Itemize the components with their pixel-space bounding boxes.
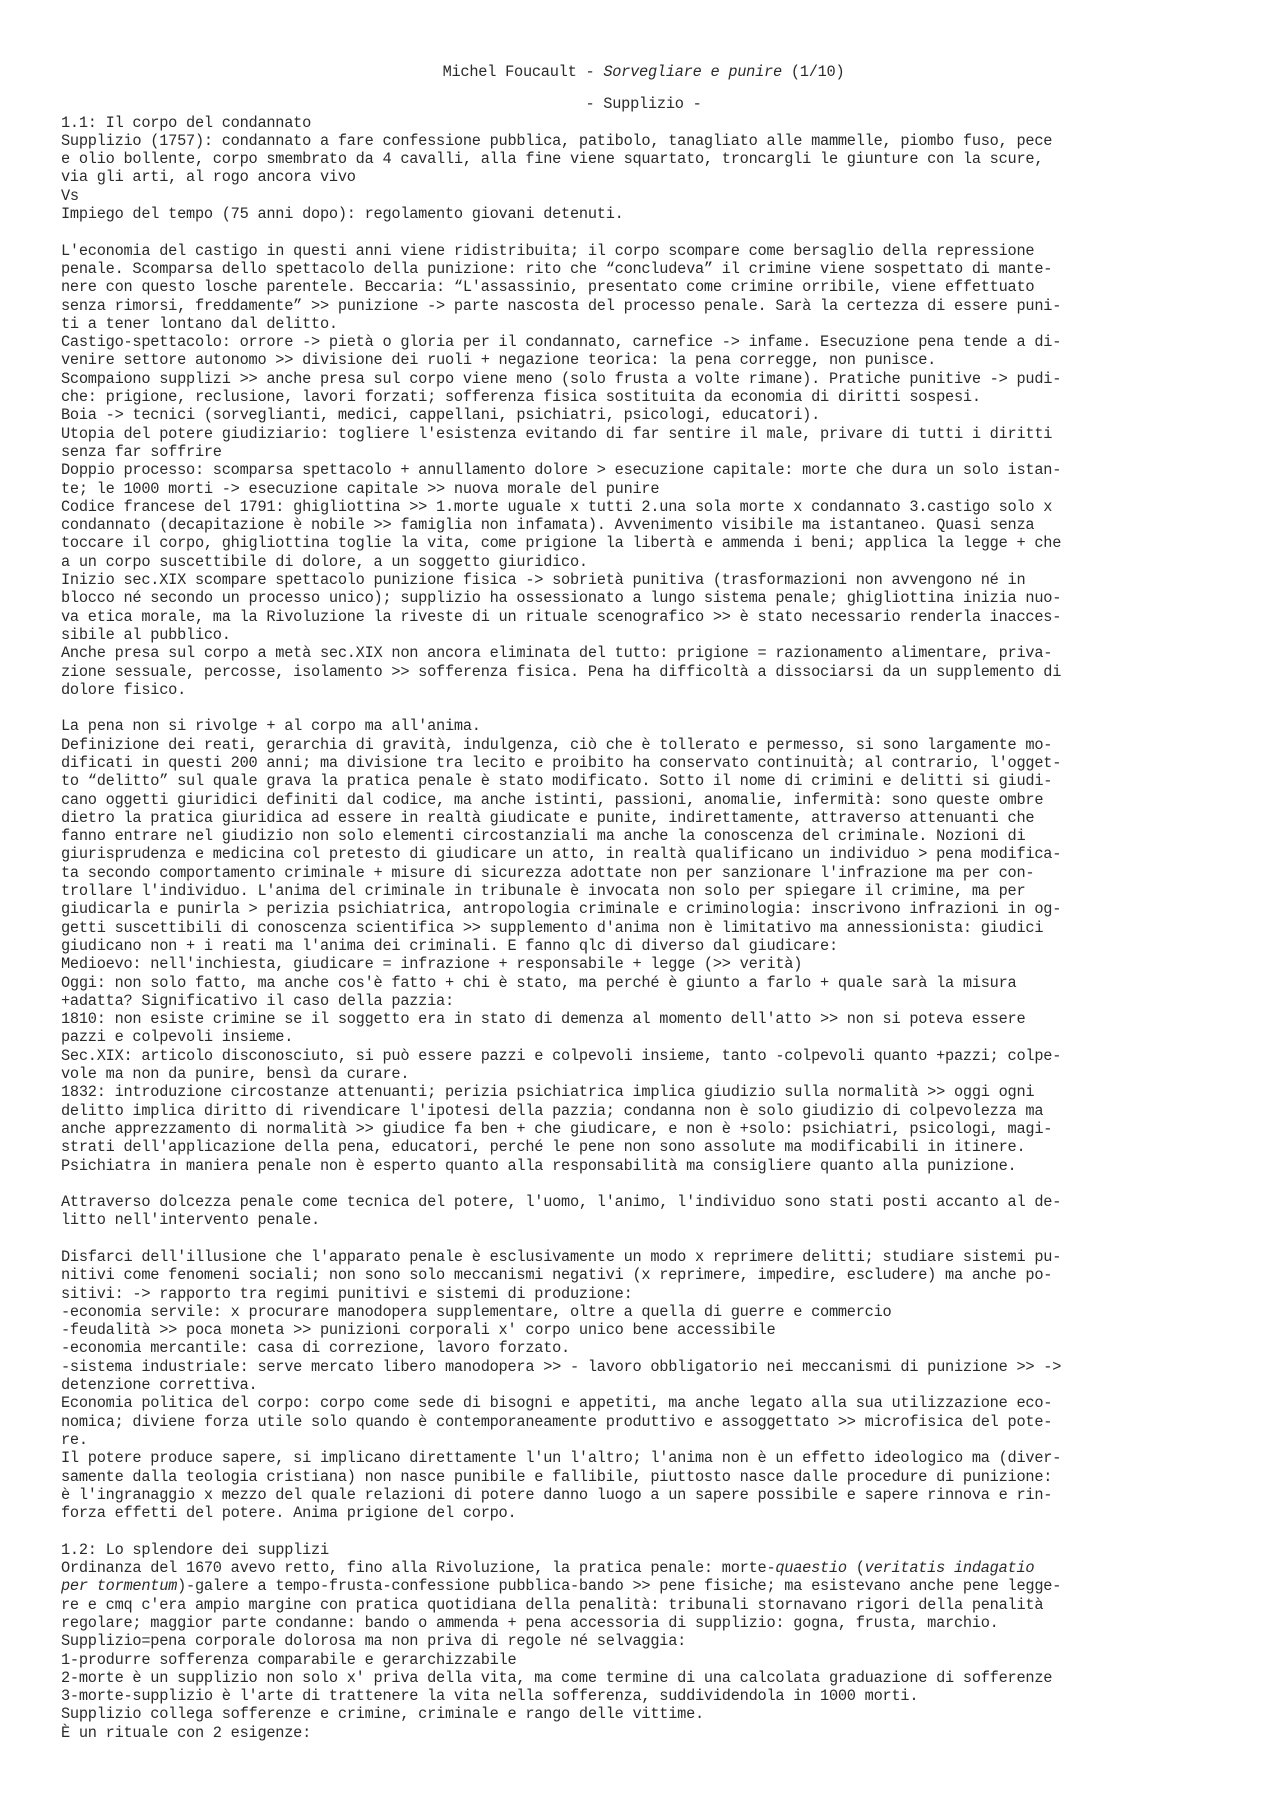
text-line: senza rimorsi, freddamente” >> punizione -> parte nascosta del processo penale. Sarà la certezza di essere puni-: [61, 296, 1062, 315]
section-heading: 1.2: Lo splendore dei supplizi: [61, 1540, 329, 1559]
text-line: Supplizio (1757): condannato a fare confessione pubblica, patibolo, tanagliato alle mammelle, piombo fuso, pece: [61, 131, 1053, 150]
text-line: ti a tener lontano dal delitto.: [61, 314, 338, 333]
text-line: 3-morte-supplizio è l'arte di trattenere la vita nella sofferenza, suddividendola in 1000 morti.: [61, 1687, 919, 1706]
text-line: 1-produrre sofferenza comparabile e gerarchizzabile: [61, 1650, 517, 1669]
text-line: venire settore autonomo >> divisione dei ruoli + negazione teorica: la pena corregge, non punisce.: [61, 351, 937, 370]
text-line: blocco né secondo un processo unico); supplizio ha ossessionato a lungo sistema penale; ghigliottina inizia nuo-: [61, 589, 1062, 608]
text-line: Impiego del tempo (75 anni dopo): regolamento giovani detenuti.: [61, 205, 624, 224]
title-work: Sorvegliare e punire: [603, 63, 782, 81]
text-line: dietro la pratica giuridica ad essere in realtà giudicate e punite, indirettamente, attraverso attenuanti che: [61, 808, 1035, 827]
title-part: (1/10): [781, 63, 845, 81]
text-line: è l'ingranaggio x mezzo del quale relazioni di potere danno luogo a un sapere possibile e sapere rinnova e rin-: [61, 1485, 1053, 1504]
text-line: giurisprudenza e medicina col pretesto di giudicare un atto, in realtà qualificano un individuo > pena modifica-: [61, 845, 1062, 864]
text-line: regolare; maggior parte condanne: bando o ammenda + pena accessoria di supplizio: gogna, frusta, marchio.: [61, 1613, 999, 1632]
section-lines: [61, 1596, 1226, 1742]
text-line: dificati in questi 200 anni; ma divisione tra lecito e proibito ha conservato continuità; al contrario, l'ogget-: [61, 753, 1062, 772]
text-line: trollare l'individuo. L'anima del criminale in tribunale è invocata non solo per spiegare il crimine, ma per: [61, 882, 1026, 901]
text-line: La pena non si rivolge + al corpo ma all'anima.: [61, 717, 481, 736]
text-line: penale. Scomparsa dello spettacolo della punizione: rito che “concludeva” il crimine viene sospettato di mante-: [61, 259, 1053, 278]
text-line: Ordinanza del 1670 avevo retto, fino alla Rivoluzione, la pratica penale: morte-quaestio (veritatis indagatio: [61, 1559, 1035, 1578]
text-line: Disfarci dell'illusione che l'apparato penale è esclusivamente un modo x reprimere delitti; studiare sistemi pu-: [61, 1248, 1062, 1266]
text-line: re.: [61, 1430, 88, 1449]
text-line: condannato (decapitazione è nobile >> famiglia non infamata). Avvenimento visibile ma istantaneo. Quasi senza: [61, 516, 1035, 535]
text-line: re e cmq c'era ampio margine con pratica quotidiana della penalità: tribunali stornavano rigori della penalità: [61, 1595, 1044, 1614]
text-line: delitto implica diritto di rivendicare l'ipotesi della pazzia; condanna non è solo giudizio di colpevolezza ma: [61, 1101, 1044, 1120]
text-line: Inizio sec.XIX scompare spettacolo punizione fisica -> sobrietà punitiva (trasformazioni non avvengono né in: [61, 571, 1026, 590]
text-line: zione sessuale, percosse, isolamento >> sofferenza fisica. Pena ha difficoltà a dissociarsi da un supplemento di: [61, 662, 1062, 681]
text-line: pazzi e colpevoli insieme.: [61, 1028, 294, 1047]
text-line: samente dalla teologia cristiana) non nasce punibile e fallibile, piuttosto nasce dalle procedure di punizione:: [61, 1467, 1053, 1486]
text-line: to “delitto” sul quale grava la pratica penale è stato modificato. Sotto il nome di crimini e delitti si giudi-: [61, 772, 1053, 791]
text-line: Scompaiono supplizi >> anche presa sul corpo viene meno (solo frusta a volte rimane). Pratiche punitive -> pudi-: [61, 369, 1062, 388]
text-line: per tormentum)-galere a tempo-frusta-confessione pubblica-bando >> pene fisiche; ma esistevano anche pene legge-: [61, 1577, 1062, 1596]
text-line: Supplizio collega sofferenze e crimine, criminale e rango delle vittime.: [61, 1705, 704, 1724]
text-line: L'economia del castigo in questi anni viene ridistribuita; il corpo scompare come bersaglio della repressione: [61, 241, 1035, 260]
text-line: Psichiatra in maniera penale non è esperto quanto alla responsabilità ma consigliere quanto alla punizione.: [61, 1156, 1017, 1175]
text-line: cano oggetti giuridici definiti dal codice, ma anche istinti, passioni, anomalie, infermità: sono queste ombre: [61, 790, 1044, 809]
text-line: ta secondo comportamento criminale + misure di sicurezza adottate non per sanzionare l'infrazione ma per con-: [61, 863, 1035, 882]
text-line: fanno entrare nel giudizio non solo elementi circostanziali ma anche la conoscenza del criminale. Nozioni di: [61, 827, 1026, 846]
text-line: Il potere produce sapere, si implicano direttamente l'un l'altro; l'anima non è un effetto ideologico ma (diver-: [61, 1449, 1062, 1468]
title-author: Michel Foucault -: [442, 63, 604, 81]
text-line: 1832: introduzione circostanze attenuanti; perizia psichiatrica implica giudizio sulla normalità >> oggi ogni: [61, 1083, 1035, 1102]
paragraph: [61, 717, 1226, 1174]
text-line: Codice francese del 1791: ghigliottina >> 1.morte uguale x tutti 2.una sola morte x condannato 3.castigo solo x: [61, 497, 1053, 516]
paragraph: [61, 1248, 1226, 1522]
text-line: senza far soffrire: [61, 442, 222, 461]
text-line: sibile al pubblico.: [61, 625, 231, 644]
text-line: giudicano non + i reati ma l'anima dei criminali. E fanno qlc di diverso dal giudicare:: [61, 936, 838, 955]
paragraph: [61, 242, 1226, 699]
text-line: Vs: [61, 186, 79, 205]
text-line: Definizione dei reati, gerarchia di gravità, indulgenza, ciò che è tollerato e permesso, si sono largamente mo-: [61, 735, 1053, 754]
text-line: giudicarla e punirla > perizia psichiatrica, antropologia criminale e criminologia: inscrivono infrazioni in og-: [61, 900, 1062, 919]
text-line: Anche presa sul corpo a metà sec.XIX non ancora eliminata del tutto: prigione = razionamento alimentare, priva-: [61, 644, 1053, 663]
text-line: Doppio processo: scomparsa spettacolo + annullamento dolore > esecuzione capitale: morte che dura un solo istan-: [61, 461, 1062, 480]
text-line: Supplizio=pena corporale dolorosa ma non priva di regole né selvaggia:: [61, 1632, 687, 1651]
text-line: -feudalità >> poca moneta >> punizioni corporali x' corpo unico bene accessibile: [61, 1321, 776, 1340]
text-line: forza effetti del potere. Anima prigione del corpo.: [61, 1504, 517, 1523]
text-line: toccare il corpo, ghigliottina toglie la vita, come prigione la libertà e ammenda i beni; applica la legge + che: [61, 534, 1062, 553]
text-line: Economia politica del corpo: corpo come sede di bisogni e appetiti, ma anche legato alla sua utilizzazione eco-: [61, 1394, 1053, 1413]
text-line: a un corpo suscettibile di dolore, a un soggetto giuridico.: [61, 552, 588, 571]
text-line: Oggi: non solo fatto, ma anche cos'è fatto + chi è stato, ma perché è giunto a farlo + quale sarà la misura: [61, 973, 1017, 992]
text-line: anche apprezzamento di normalità >> giudice fa ben + che giudicare, e non è +solo: psichiatri, psicologi, magi-: [61, 1119, 1053, 1138]
text-line: te; le 1000 morti -> esecuzione capitale >> nuova morale del punire: [61, 479, 660, 498]
text-line: sitivi: -> rapporto tra regimi punitivi e sistemi di produzione:: [61, 1284, 633, 1303]
text-line: detenzione correttiva.: [61, 1376, 258, 1395]
text-line: vole ma non da punire, bensì da curare.: [61, 1065, 410, 1084]
document-body: [61, 114, 1226, 1523]
text-line: getti suscettibili di conoscenza scientifica >> supplemento d'anima non è limitativo ma annessionista: giudici: [61, 918, 1044, 937]
document-subtitle: - Supplizio -: [585, 95, 702, 114]
text-line: dolore fisico.: [61, 680, 187, 699]
section-1-2: [61, 1541, 1226, 1742]
document-page: [61, 0, 1226, 1742]
text-line: È un rituale con 2 esigenze:: [61, 1723, 312, 1742]
text-line: 2-morte è un supplizio non solo x' priva della vita, ma come termine di una calcolata graduazione di sofferenze: [61, 1668, 1053, 1687]
text-line: Sec.XIX: articolo disconosciuto, si può essere pazzi e colpevoli insieme, tanto -colpevoli quanto +pazzi; colpe-: [61, 1046, 1062, 1065]
text-line: Castigo-spettacolo: orrore -> pietà o gloria per il condannato, carnefice -> infame. Esecuzione pena tende a di-: [61, 333, 1062, 352]
text-line: strati dell'applicazione della pena, educatori, perché le pene non sono assolute ma modificabili in itinere.: [61, 1138, 1026, 1157]
text-line: -economia mercantile: casa di correzione, lavoro forzato.: [61, 1339, 570, 1358]
text-line: 1810: non esiste crimine se il soggetto era in stato di demenza al momento dell'atto >> non si poteva essere: [61, 1010, 1026, 1029]
paragraph: [61, 1193, 1226, 1230]
text-line: Attraverso dolcezza penale come tecnica del potere, l'uomo, l'animo, l'individuo sono stati posti accanto al de-: [61, 1193, 1062, 1212]
paragraph: [61, 114, 1226, 224]
text-line: nitivi come fenomeni sociali; non sono solo meccanismi negativi (x reprimere, impedire, escludere) ma anche po-: [61, 1266, 1053, 1285]
text-line: nomica; diviene forza utile solo quando è contemporaneamente produttivo e assoggettato >> microfisica del pote-: [61, 1412, 1053, 1431]
text-line: nere con questo losche parentele. Beccaria: “L'assassinio, presentato come crimine orribile, viene effettuato: [61, 278, 1035, 297]
document-title: [61, 63, 1226, 81]
text-line: +adatta? Significativo il caso della pazzia:: [61, 991, 454, 1010]
text-line: e olio bollente, corpo smembrato da 4 cavalli, alla fine viene squartato, troncargli le giunture con la scure,: [61, 150, 1044, 169]
text-line: Medioevo: nell'inchiesta, giudicare = infrazione + responsabile + legge (>> verità): [61, 955, 803, 974]
text-line: -sistema industriale: serve mercato libero manodopera >> - lavoro obbligatorio nei meccanismi di punizione >> ->: [61, 1357, 1062, 1376]
text-line: 1.1: Il corpo del condannato: [61, 113, 312, 132]
text-line: che: prigione, reclusione, lavori forzati; sofferenza fisica sostituita da economia di diritti sospesi.: [61, 388, 981, 407]
text-line: va etica morale, ma la Rivoluzione la riveste di un rituale scenografico >> è stato necessario renderla inacces-: [61, 607, 1062, 626]
text-line: -economia servile: x procurare manodopera supplementare, oltre a quella di guerre e commercio: [61, 1302, 892, 1321]
text-line: via gli arti, al rogo ancora vivo: [61, 168, 356, 187]
text-line: Boia -> tecnici (sorveglianti, medici, cappellani, psichiatri, psicologi, educatori).: [61, 406, 821, 425]
text-line: Utopia del potere giudiziario: togliere l'esistenza evitando di far sentire il male, privare di tutti i diritti: [61, 424, 1053, 443]
text-line: litto nell'intervento penale.: [61, 1211, 320, 1230]
